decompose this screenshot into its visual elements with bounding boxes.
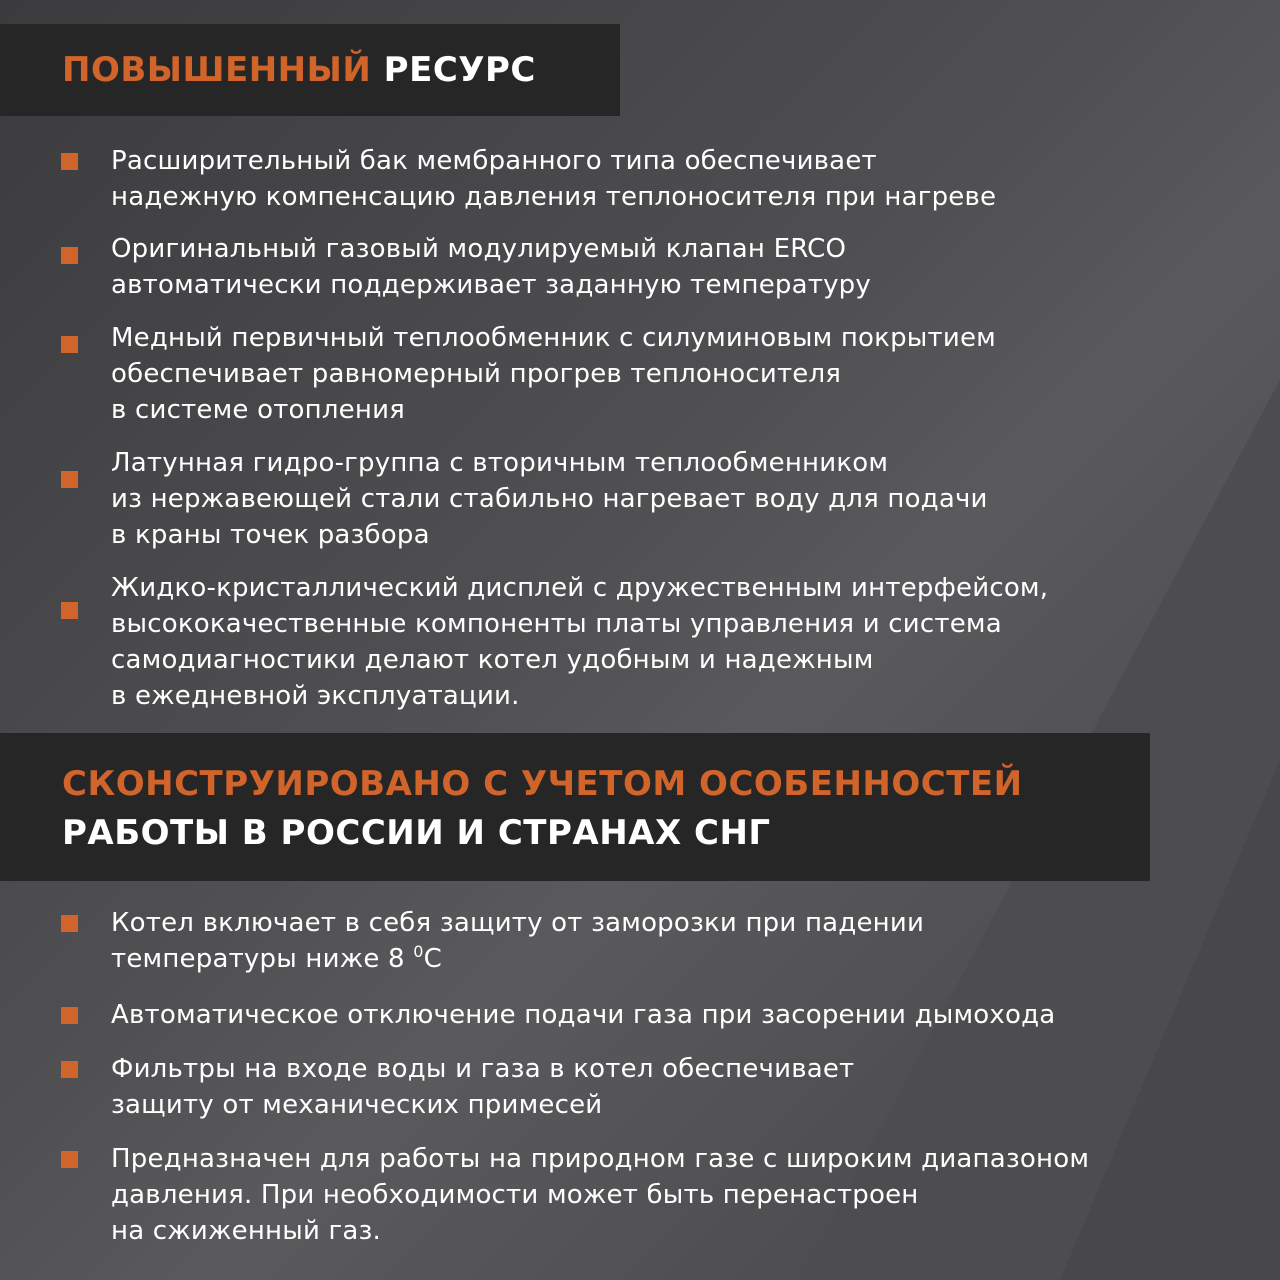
section-header-resource — [0, 24, 620, 116]
list-item-text: Фильтры на входе воды и газа в котел обеспечивает защиту от механических примесей — [111, 1054, 855, 1120]
list-item-text: Латунная гидро-группа с вторичным теплообменником из нержавеющей стали стабильно нагревает воду для подачи в краны точек разбора — [111, 448, 988, 550]
square-bullet-icon — [61, 336, 78, 353]
section-title-line1: СКОНСТРУИРОВАНО С УЧЕТОМ ОСОБЕННОСТЕЙ — [62, 764, 1023, 804]
square-bullet-icon — [61, 915, 78, 932]
list-item-text: Автоматическое отключение подачи газа при засорении дымохода — [111, 1000, 1056, 1030]
list-item-text: Медный первичный теплообменник с силуминовым покрытием обеспечивает равномерный прогрев теплоносителя в системе отопления — [111, 323, 996, 425]
list-item-text: Предназначен для работы на природном газе с широким диапазоном давления. При необходимости может быть перенастроен на сжиженный газ. — [111, 1144, 1090, 1246]
list-item-text: Жидко-кристаллический дисплей с дружественным интерфейсом, высококачественные компоненты платы управления и система самодиагностики делают котел удобным и надежным в ежедневной эксплуатации. — [111, 573, 1049, 711]
list-item-text: Оригинальный газовый модулируемый клапан ERCO автоматически поддерживает заданную температуру — [111, 234, 871, 300]
list-item-text: Расширительный бак мембранного типа обеспечивает надежную компенсацию давления теплоносителя при нагреве — [111, 146, 997, 212]
title-accent: ПОВЫШЕННЫЙ — [62, 50, 372, 90]
square-bullet-icon — [61, 1061, 78, 1078]
list-item-line2: температуры ниже 8 — [111, 944, 414, 974]
temperature-unit: С — [423, 944, 442, 974]
square-bullet-icon — [61, 602, 78, 619]
degree-superscript: 0 — [413, 942, 424, 961]
square-bullet-icon — [61, 153, 78, 170]
title-rest: РЕСУРС — [383, 50, 536, 90]
list-item-text — [111, 905, 924, 977]
section-header-cis — [0, 733, 1150, 881]
list-item-line1: Котел включает в себя защиту от заморозки при падении — [111, 908, 925, 938]
square-bullet-icon — [61, 1151, 78, 1168]
square-bullet-icon — [61, 1007, 78, 1024]
section-title-resource — [62, 50, 536, 90]
square-bullet-icon — [61, 471, 78, 488]
section-title-line2: РАБОТЫ В РОССИИ И СТРАНАХ СНГ — [62, 813, 771, 853]
square-bullet-icon — [61, 247, 78, 264]
